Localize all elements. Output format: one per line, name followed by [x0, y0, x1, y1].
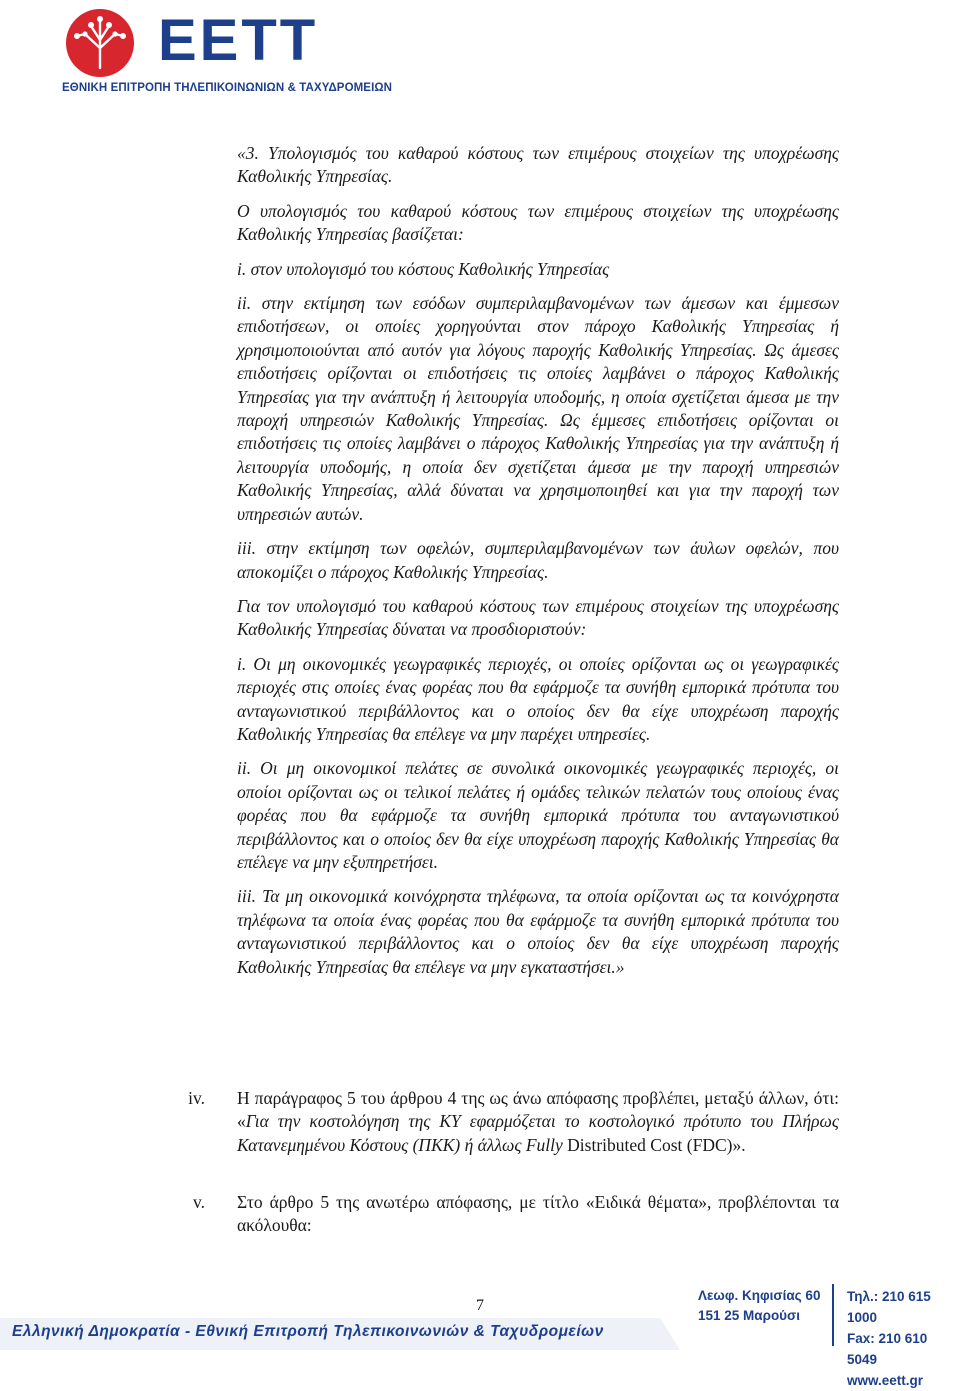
numbered-item-v — [193, 1191, 839, 1238]
definition-item-iii: iii. Τα μη οικονομικά κοινόχρηστα τηλέφωνα, τα οποία ορίζονται ως τα κοινόχρηστα τηλέφωνα τα οποία ένας φορέας που θα εφάρμοζε τα συνήθη εμπορικά πρότυπα του ανταγωνιστικού περιβάλλοντος και ο οποίος δεν θα είχε υποχρέωση παροχής Καθολικής Υπηρεσίας θα επέλεγε να μην εγκαταστήσει.» — [237, 886, 839, 977]
footer-divider — [832, 1284, 834, 1346]
numbered-item-iv — [188, 1087, 839, 1157]
definition-item-ii: ii. Οι μη οικονομικοί πελάτες σε συνολικά οικονομικές γεωγραφικές περιοχές, οι οποίοι ορίζονται ως οι τελικοί πελάτες ή ομάδες τελικών πελατών τους οποίους ένας φορέας που θα εφάρμοζε τα συνήθη εμπορικά πρότυπα του ανταγωνιστικού περιβάλλοντος και ο οποίος δεν θα είχε υποχρέωση παροχής Καθολικής Υπηρεσίας θα επέλεγε να μην εξυπηρετήσει. — [237, 758, 839, 872]
contact-website[interactable]: www.eett.gr — [847, 1373, 924, 1388]
eett-logo — [62, 6, 393, 98]
paragraph-intro: Ο υπολογισμός του καθαρού κόστους των επιμέρους στοιχείων της υποχρέωσης Καθολικής Υπηρεσίας βασίζεται: — [237, 200, 839, 245]
definition-item-i: i. Οι μη οικονομικές γεωγραφικές περιοχές, οι οποίες ορίζονται ως οι γεωγραφικές περιοχές στις οποίες ένας φορέας που θα εφάρμοζε τα συνήθη εμπορικά πρότυπα του ανταγωνιστικού περιβάλλοντος και ο οποίος δεν θα είχε υποχρέωση παροχής Καθολικής Υπηρεσίας θα επέλεγε να μην παρέχει υπηρεσίες. — [237, 653, 839, 744]
contact-phone: Τηλ.: 210 615 1000 — [847, 1289, 931, 1325]
item-number: iv. — [188, 1088, 205, 1108]
footer-contact — [847, 1286, 960, 1391]
item-number: v. — [193, 1192, 205, 1212]
logo-wordmark: ΕΕΤΤ — [158, 8, 319, 73]
document-body — [237, 142, 839, 979]
eett-emblem-icon — [65, 8, 135, 78]
footer-tagline: Ελληνική Δημοκρατία - Εθνική Επιτροπή Τηλεπικοινωνιών & Ταχυδρομείων — [12, 1323, 604, 1340]
item-text: Στο άρθρο 5 της ανωτέρω απόφασης, με τίτλο «Ειδικά θέματα», προβλέπονται τα ακόλουθα: — [237, 1192, 839, 1236]
address-street: Λεωφ. Κηφισίας 60 — [698, 1288, 821, 1303]
page-number: 7 — [476, 1297, 484, 1314]
section-heading: «3. Υπολογισμός του καθαρού κόστους των επιμέρους στοιχείων της υποχρέωσης Καθολικής Υπηρεσίας. — [237, 143, 839, 187]
item-text: Η παράγραφος 5 του άρθρου 4 της ως άνω απόφασης προβλέπει, μεταξύ άλλων, ότι: «Για την κοστολόγηση της ΚΥ εφαρμόζεται το κοστολογικό πρότυπο του Πλήρως Κατανεμημένου Κόστους (ΠΚΚ) ή άλλως Fully Distributed Cost (FDC)». — [237, 1088, 839, 1155]
list-item-i: i. στον υπολογισμό του κόστους Καθολικής Υπηρεσίας — [237, 258, 610, 279]
address-city: 151 25 Μαρούσι — [698, 1308, 801, 1323]
list-item-iii: iii. στην εκτίμηση των οφελών, συμπεριλαμβανομένων των άυλων οφελών, που αποκομίζει ο πάροχος Καθολικής Υπηρεσίας. — [237, 538, 839, 582]
contact-fax: Fax: 210 610 5049 — [847, 1331, 928, 1367]
logo-subtitle: ΕΘΝΙΚΗ ΕΠΙΤΡΟΠΗ ΤΗΛΕΠΙΚΟΙΝΩΝΙΩΝ & ΤΑΧΥΔΡΟΜΕΙΩΝ — [62, 82, 393, 94]
footer-address — [698, 1286, 820, 1326]
paragraph-definitions: Για τον υπολογισμό του καθαρού κόστους των επιμέρους στοιχείων της υποχρέωσης Καθολικής Υπηρεσίας δύναται να προσδιοριστούν: — [237, 595, 839, 640]
list-item-ii: ii. στην εκτίμηση των εσόδων συμπεριλαμβανομένων των άμεσων και έμμεσων επιδοτήσεων, οι οποίες χορηγούνται στον πάροχο Καθολικής Υπηρεσίας ή χρησιμοποιούνται από αυτόν για λόγους παροχής Καθολικής Υπηρεσίας. Ως άμεσες επιδοτήσεις ορίζονται οι επιδοτήσεις τις οποίες λαμβάνει ο πάροχος Καθολικής Υπηρεσίας για την ανάπτυξη ή λειτουργία υποδομής, η οποία σχετίζεται άμεσα με την παροχή υπηρεσιών Καθολικής Υπηρεσίας. Ως έμμεσες επιδοτήσεις ορίζονται οι επιδοτήσεις τις οποίες λαμβάνει ο πάροχος Καθολικής Υπηρεσίας για την ανάπτυξη ή λειτουργία υποδομής, η οποία δεν σχετίζεται άμεσα με την παροχή υπηρεσιών Καθολικής Υπηρεσίας, αλλά δύναται να χρησιμοποιηθεί και για την παροχή των υπηρεσιών αυτών. — [237, 293, 839, 524]
